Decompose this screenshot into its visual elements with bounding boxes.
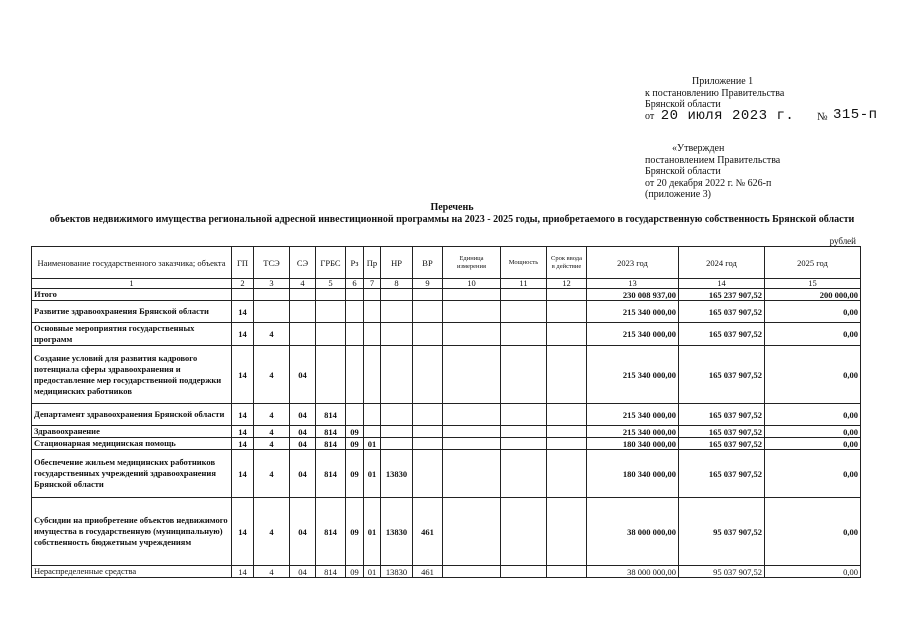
document-title bbox=[0, 202, 904, 225]
table-row bbox=[32, 450, 861, 498]
amount-y2024-cell: 165 037 907,52 bbox=[679, 438, 765, 450]
code-nr-cell: 13830 bbox=[381, 566, 413, 578]
code-power-cell bbox=[501, 450, 547, 498]
code-power-cell bbox=[501, 438, 547, 450]
code-term-cell bbox=[547, 301, 587, 323]
code-pr-cell: 01 bbox=[364, 498, 381, 566]
amount-y2024-cell: 165 037 907,52 bbox=[679, 426, 765, 438]
code-gp-cell: 14 bbox=[232, 450, 254, 498]
code-rz-cell: 09 bbox=[346, 426, 364, 438]
code-term-cell bbox=[547, 566, 587, 578]
code-vr-cell bbox=[413, 301, 443, 323]
code-tse-cell: 4 bbox=[254, 426, 290, 438]
column-header: Наименование государственного заказчика; объекта bbox=[32, 247, 232, 279]
code-unit-cell bbox=[443, 301, 501, 323]
code-unit-cell bbox=[443, 404, 501, 426]
code-tse-cell: 4 bbox=[254, 404, 290, 426]
code-unit-cell bbox=[443, 450, 501, 498]
code-nr-cell bbox=[381, 426, 413, 438]
column-header: Пр bbox=[364, 247, 381, 279]
column-number: 6 bbox=[346, 279, 364, 289]
amount-y2023-cell: 230 008 937,00 bbox=[587, 289, 679, 301]
code-se-cell bbox=[290, 289, 316, 301]
table-row bbox=[32, 346, 861, 404]
code-pr-cell bbox=[364, 426, 381, 438]
code-rz-cell bbox=[346, 289, 364, 301]
code-pr-cell bbox=[364, 289, 381, 301]
code-gp-cell: 14 bbox=[232, 404, 254, 426]
code-se-cell: 04 bbox=[290, 450, 316, 498]
code-term-cell bbox=[547, 404, 587, 426]
code-rz-cell bbox=[346, 323, 364, 346]
table-row bbox=[32, 289, 861, 301]
code-rz-cell bbox=[346, 301, 364, 323]
code-nr-cell bbox=[381, 346, 413, 404]
code-term-cell bbox=[547, 323, 587, 346]
code-term-cell bbox=[547, 426, 587, 438]
amount-y2025-cell: 0,00 bbox=[765, 323, 861, 346]
code-grbs-cell: 814 bbox=[316, 566, 346, 578]
code-se-cell: 04 bbox=[290, 566, 316, 578]
column-number: 13 bbox=[587, 279, 679, 289]
column-header: НР bbox=[381, 247, 413, 279]
amount-y2024-cell: 95 037 907,52 bbox=[679, 566, 765, 578]
code-vr-cell bbox=[413, 346, 443, 404]
column-number: 12 bbox=[547, 279, 587, 289]
column-header: ГП bbox=[232, 247, 254, 279]
object-name-cell: Субсидии на приобретение объектов недвижимого имущества в государственную (муниципальную) собственность бюджетным учреждениям bbox=[32, 498, 232, 566]
approved-line-5: (приложение 3) bbox=[645, 189, 711, 200]
column-header: 2025 год bbox=[765, 247, 861, 279]
code-gp-cell: 14 bbox=[232, 438, 254, 450]
title-line-1: Перечень bbox=[430, 202, 474, 213]
code-tse-cell bbox=[254, 301, 290, 323]
amount-y2025-cell: 0,00 bbox=[765, 498, 861, 566]
amount-y2023-cell: 215 340 000,00 bbox=[587, 404, 679, 426]
code-pr-cell bbox=[364, 404, 381, 426]
approved-line-1: «Утвержден bbox=[672, 143, 725, 154]
amount-y2025-cell: 200 000,00 bbox=[765, 289, 861, 301]
column-header: Мощность bbox=[501, 247, 547, 279]
code-power-cell bbox=[501, 566, 547, 578]
amount-y2023-cell: 215 340 000,00 bbox=[587, 301, 679, 323]
approved-block bbox=[645, 143, 780, 201]
amount-y2023-cell: 215 340 000,00 bbox=[587, 426, 679, 438]
code-vr-cell: 461 bbox=[413, 566, 443, 578]
amount-y2024-cell: 165 037 907,52 bbox=[679, 301, 765, 323]
column-number: 9 bbox=[413, 279, 443, 289]
amount-y2023-cell: 180 340 000,00 bbox=[587, 450, 679, 498]
appendix-title: Приложение 1 bbox=[692, 76, 754, 87]
table-row bbox=[32, 438, 861, 450]
column-header: 2023 год bbox=[587, 247, 679, 279]
code-se-cell: 04 bbox=[290, 498, 316, 566]
column-number: 10 bbox=[443, 279, 501, 289]
code-term-cell bbox=[547, 438, 587, 450]
appendix-number-sign: № bbox=[817, 110, 828, 123]
code-se-cell bbox=[290, 323, 316, 346]
column-number: 5 bbox=[316, 279, 346, 289]
column-number: 11 bbox=[501, 279, 547, 289]
amount-y2024-cell: 165 037 907,52 bbox=[679, 323, 765, 346]
object-name-cell: Департамент здравоохранения Брянской области bbox=[32, 404, 232, 426]
code-vr-cell bbox=[413, 289, 443, 301]
code-tse-cell: 4 bbox=[254, 438, 290, 450]
code-unit-cell bbox=[443, 426, 501, 438]
appendix-from: от bbox=[645, 110, 655, 122]
code-power-cell bbox=[501, 346, 547, 404]
table-header-row bbox=[32, 247, 861, 279]
amount-y2025-cell: 0,00 bbox=[765, 404, 861, 426]
appendix-date: 20 июля 2023 г. bbox=[660, 107, 795, 124]
object-name-cell: Стационарная медицинская помощь bbox=[32, 438, 232, 450]
code-vr-cell: 461 bbox=[413, 498, 443, 566]
code-nr-cell: 13830 bbox=[381, 450, 413, 498]
title-line-2: объектов недвижимого имущества региональной адресной инвестиционной программы на 2023 - 2025 годы, приобретаемого в государственную собственность Брянской области bbox=[49, 214, 855, 225]
code-nr-cell bbox=[381, 301, 413, 323]
units-label: рублей bbox=[829, 236, 856, 246]
code-gp-cell: 14 bbox=[232, 426, 254, 438]
object-name-cell: Итого bbox=[32, 289, 232, 301]
code-se-cell: 04 bbox=[290, 438, 316, 450]
amount-y2023-cell: 180 340 000,00 bbox=[587, 438, 679, 450]
code-unit-cell bbox=[443, 346, 501, 404]
code-grbs-cell bbox=[316, 323, 346, 346]
amount-y2025-cell: 0,00 bbox=[765, 346, 861, 404]
code-power-cell bbox=[501, 301, 547, 323]
amount-y2024-cell: 95 037 907,52 bbox=[679, 498, 765, 566]
column-number: 1 bbox=[32, 279, 232, 289]
amount-y2024-cell: 165 037 907,52 bbox=[679, 404, 765, 426]
table-row bbox=[32, 566, 861, 578]
appendix-line-2: к постановлению Правительства bbox=[645, 87, 785, 99]
approved-line-3: Брянской области bbox=[645, 166, 721, 177]
column-number-row bbox=[32, 279, 861, 289]
approved-line-4: от 20 декабря 2022 г. № 626-п bbox=[645, 177, 772, 189]
amount-y2025-cell: 0,00 bbox=[765, 301, 861, 323]
code-unit-cell bbox=[443, 566, 501, 578]
code-grbs-cell bbox=[316, 289, 346, 301]
code-grbs-cell: 814 bbox=[316, 498, 346, 566]
code-nr-cell bbox=[381, 404, 413, 426]
code-unit-cell bbox=[443, 438, 501, 450]
amount-y2025-cell: 0,00 bbox=[765, 450, 861, 498]
code-gp-cell: 14 bbox=[232, 566, 254, 578]
code-vr-cell bbox=[413, 450, 443, 498]
column-number: 2 bbox=[232, 279, 254, 289]
code-se-cell: 04 bbox=[290, 346, 316, 404]
code-vr-cell bbox=[413, 404, 443, 426]
code-tse-cell: 4 bbox=[254, 323, 290, 346]
code-grbs-cell bbox=[316, 346, 346, 404]
code-pr-cell bbox=[364, 346, 381, 404]
object-name-cell: Основные мероприятия государственных программ bbox=[32, 323, 232, 346]
objects-table bbox=[31, 246, 861, 578]
amount-y2024-cell: 165 237 907,52 bbox=[679, 289, 765, 301]
code-gp-cell: 14 bbox=[232, 323, 254, 346]
column-header: ТСЭ bbox=[254, 247, 290, 279]
code-se-cell bbox=[290, 301, 316, 323]
object-name-cell: Развитие здравоохранения Брянской области bbox=[32, 301, 232, 323]
approved-line-2: постановлением Правительства bbox=[645, 154, 781, 166]
amount-y2025-cell: 0,00 bbox=[765, 566, 861, 578]
code-rz-cell: 09 bbox=[346, 498, 364, 566]
code-rz-cell bbox=[346, 404, 364, 426]
code-nr-cell bbox=[381, 289, 413, 301]
column-number: 15 bbox=[765, 279, 861, 289]
code-pr-cell: 01 bbox=[364, 450, 381, 498]
amount-y2023-cell: 215 340 000,00 bbox=[587, 346, 679, 404]
code-rz-cell: 09 bbox=[346, 450, 364, 498]
column-number: 7 bbox=[364, 279, 381, 289]
code-tse-cell: 4 bbox=[254, 450, 290, 498]
code-rz-cell bbox=[346, 346, 364, 404]
amount-y2023-cell: 38 000 000,00 bbox=[587, 498, 679, 566]
code-vr-cell bbox=[413, 426, 443, 438]
column-header: 2024 год bbox=[679, 247, 765, 279]
code-se-cell: 04 bbox=[290, 404, 316, 426]
amount-y2023-cell: 215 340 000,00 bbox=[587, 323, 679, 346]
code-pr-cell: 01 bbox=[364, 566, 381, 578]
code-term-cell bbox=[547, 289, 587, 301]
column-header: Рз bbox=[346, 247, 364, 279]
amount-y2024-cell: 165 037 907,52 bbox=[679, 346, 765, 404]
code-grbs-cell: 814 bbox=[316, 450, 346, 498]
code-nr-cell bbox=[381, 323, 413, 346]
code-term-cell bbox=[547, 450, 587, 498]
amount-y2025-cell: 0,00 bbox=[765, 438, 861, 450]
column-header: СЭ bbox=[290, 247, 316, 279]
code-vr-cell bbox=[413, 438, 443, 450]
amount-y2024-cell: 165 037 907,52 bbox=[679, 450, 765, 498]
code-pr-cell: 01 bbox=[364, 438, 381, 450]
column-header: ВР bbox=[413, 247, 443, 279]
code-unit-cell bbox=[443, 498, 501, 566]
code-nr-cell bbox=[381, 438, 413, 450]
column-number: 3 bbox=[254, 279, 290, 289]
code-grbs-cell: 814 bbox=[316, 426, 346, 438]
object-name-cell: Нераспределенные средства bbox=[32, 566, 232, 578]
table-row bbox=[32, 323, 861, 346]
code-gp-cell: 14 bbox=[232, 346, 254, 404]
code-power-cell bbox=[501, 289, 547, 301]
appendix-block bbox=[645, 76, 878, 127]
code-tse-cell: 4 bbox=[254, 346, 290, 404]
code-power-cell bbox=[501, 426, 547, 438]
code-pr-cell bbox=[364, 301, 381, 323]
code-tse-cell: 4 bbox=[254, 498, 290, 566]
column-number: 4 bbox=[290, 279, 316, 289]
table-row bbox=[32, 498, 861, 566]
code-tse-cell: 4 bbox=[254, 566, 290, 578]
code-gp-cell bbox=[232, 289, 254, 301]
amount-y2025-cell: 0,00 bbox=[765, 426, 861, 438]
code-power-cell bbox=[501, 404, 547, 426]
code-power-cell bbox=[501, 323, 547, 346]
object-name-cell: Обеспечение жильем медицинских работников государственных учреждений здравоохранения Брянской области bbox=[32, 450, 232, 498]
code-gp-cell: 14 bbox=[232, 498, 254, 566]
code-tse-cell bbox=[254, 289, 290, 301]
column-header: Срок ввода в действие bbox=[547, 247, 587, 279]
amount-y2023-cell: 38 000 000,00 bbox=[587, 566, 679, 578]
appendix-line-3: Брянской области bbox=[645, 99, 721, 110]
column-number: 8 bbox=[381, 279, 413, 289]
code-grbs-cell bbox=[316, 301, 346, 323]
code-grbs-cell: 814 bbox=[316, 438, 346, 450]
column-number: 14 bbox=[679, 279, 765, 289]
column-header: ГРБС bbox=[316, 247, 346, 279]
object-name-cell: Здравоохранение bbox=[32, 426, 232, 438]
object-name-cell: Создание условий для развития кадрового потенциала сферы здравоохранения и предоставление мер государственной поддержки медицинских работников bbox=[32, 346, 232, 404]
code-term-cell bbox=[547, 498, 587, 566]
code-unit-cell bbox=[443, 323, 501, 346]
code-rz-cell: 09 bbox=[346, 438, 364, 450]
code-se-cell: 04 bbox=[290, 426, 316, 438]
code-term-cell bbox=[547, 346, 587, 404]
column-header: Единица измерения bbox=[443, 247, 501, 279]
code-gp-cell: 14 bbox=[232, 301, 254, 323]
table-row bbox=[32, 301, 861, 323]
code-pr-cell bbox=[364, 323, 381, 346]
code-rz-cell: 09 bbox=[346, 566, 364, 578]
appendix-number: 315-п bbox=[833, 106, 878, 123]
code-unit-cell bbox=[443, 289, 501, 301]
code-vr-cell bbox=[413, 323, 443, 346]
table-row bbox=[32, 404, 861, 426]
code-power-cell bbox=[501, 498, 547, 566]
code-grbs-cell: 814 bbox=[316, 404, 346, 426]
table-row bbox=[32, 426, 861, 438]
code-nr-cell: 13830 bbox=[381, 498, 413, 566]
